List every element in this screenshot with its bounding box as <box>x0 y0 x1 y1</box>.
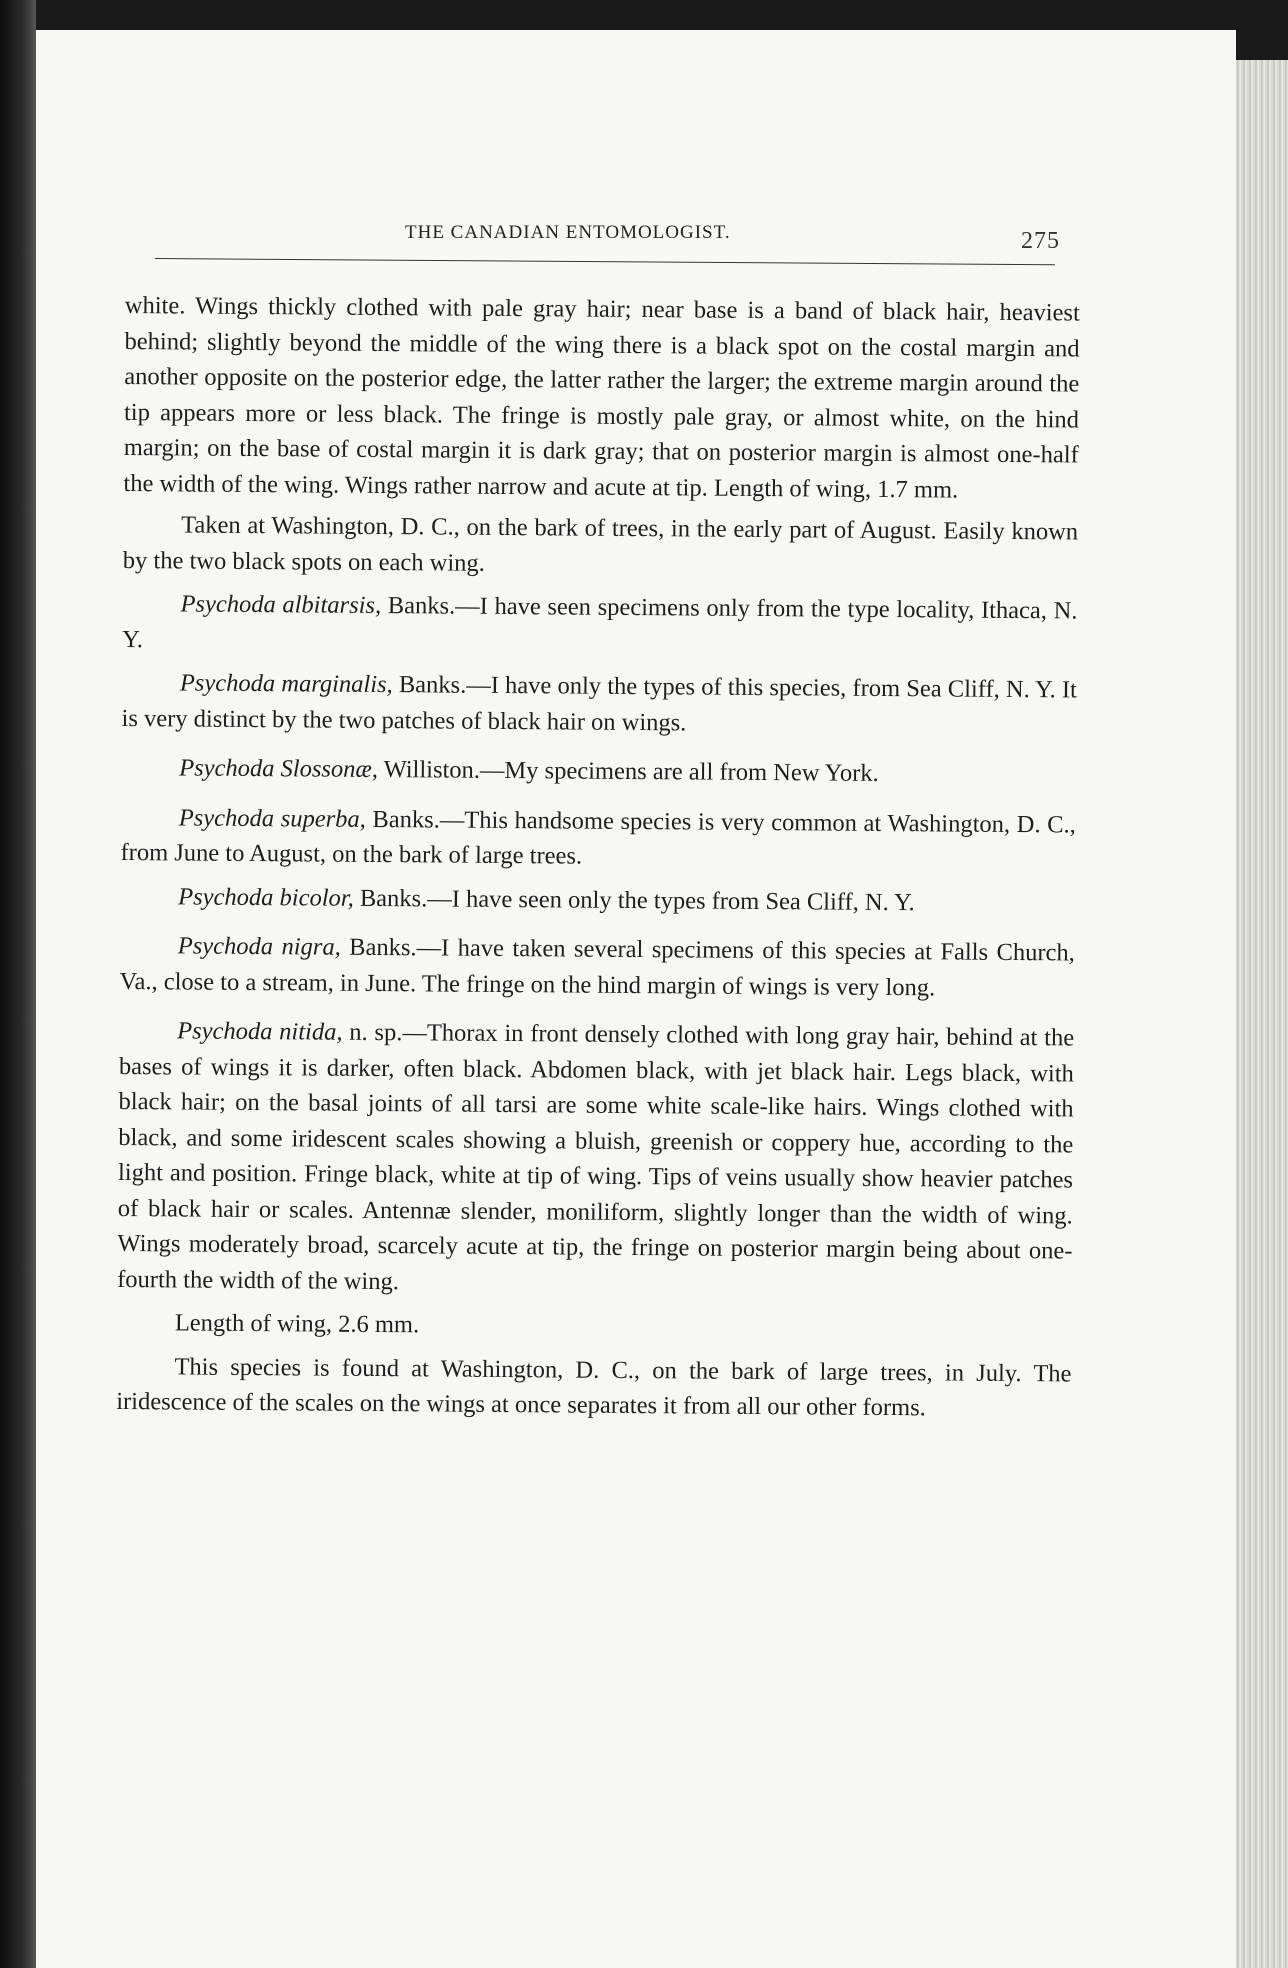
paragraph: Length of wing, 2.6 mm. <box>174 1309 420 1339</box>
paragraph: white. Wings thickly clothed with pale gray hair; near base is a band of black hair, heaviest behind; slightly beyond the middle of the wing there is a black spot on the costal margin and another opposite on the posterior edge, the latter rather the larger; the extreme margin around the tip appears more or less black. The fringe is mostly pale gray, or almost white, on the hind margin; on the base of costal margin it is dark gray; that on posterior margin is almost one-half the width of the wing. Wings rather narrow and acute at tip. Length of wing, 1.7 mm. <box>123 291 1080 504</box>
species-name: Psychoda albitarsis, <box>180 590 382 620</box>
running-head: THE CANADIAN ENTOMOLOGIST. <box>405 222 731 243</box>
page-edges <box>1236 60 1288 1968</box>
paragraph: This species is found at Washington, D. C., on the bark of large trees, in July. The iridescence of the scales on the wings at once separates it from all our other forms. <box>116 1352 1072 1422</box>
species-paragraph <box>120 878 1075 921</box>
species-paragraph <box>119 928 1075 1006</box>
species-description: Banks.—I have only the types of this species, from Sea Cliff, N. Y. It is very distinct by the two patches of black hair on wings. <box>121 671 1077 736</box>
species-name: Psychoda marginalis, <box>179 669 393 699</box>
species-name: Psychoda nigra, <box>177 932 341 961</box>
species-paragraph <box>120 799 1076 877</box>
paragraph: Taken at Washington, D. C., on the bark of trees, in the early part of August. Easily known by the two black spots on each wing. <box>122 511 1079 577</box>
book-gutter <box>0 0 36 1968</box>
species-description: n. sp.—Thorax in front densely clothed with long gray hair, behind at the bases of wings it is darker, often black. Abdomen black, with jet black hair. Legs black, with black hair; on the basal joints of all tarsi are some white scale-like hairs. Wings clothed with black, and some iridescent scales showing a bluish, greenish or coppery hue, according to the light and position. Fringe black, white at tip of wing. Tips of veins usually show heavier patches of black hair or scales. Antennæ slender, moniliform, slightly longer than the width of wing. Wings moderately broad, scarcely acute at tip, the fringe on posterior margin being about one-fourth the width of the wing. <box>117 1018 1075 1295</box>
species-name: Psychoda superba, <box>178 803 366 833</box>
species-description: Banks.—I have taken several specimens of this species at Falls Church, Va., close to a stream, in June. The fringe on the hind margin of wings is very long. <box>119 933 1075 1001</box>
species-name: Psychoda nitida, <box>177 1017 343 1046</box>
species-description: Banks.—I have seen specimens only from the type locality, Ithaca, N. Y. <box>122 592 1078 653</box>
species-name: Psychoda bicolor, <box>178 882 354 912</box>
species-description: Banks.—This handsome species is very common at Washington, D. C., from June to August, on the bark of large trees. <box>120 805 1076 870</box>
species-paragraph <box>121 750 1076 793</box>
species-paragraph <box>117 1013 1074 1304</box>
species-description: Williston.—My specimens are all from New York. <box>377 756 879 787</box>
species-name: Psychoda Slossonæ, <box>179 754 379 784</box>
species-description: Banks.—I have seen only the types from Sea Cliff, N. Y. <box>353 884 915 916</box>
page-header <box>150 210 1060 254</box>
page-number: 275 <box>1021 228 1060 254</box>
species-paragraph <box>122 586 1078 664</box>
species-paragraph <box>121 665 1077 743</box>
article-body <box>116 288 1080 1435</box>
